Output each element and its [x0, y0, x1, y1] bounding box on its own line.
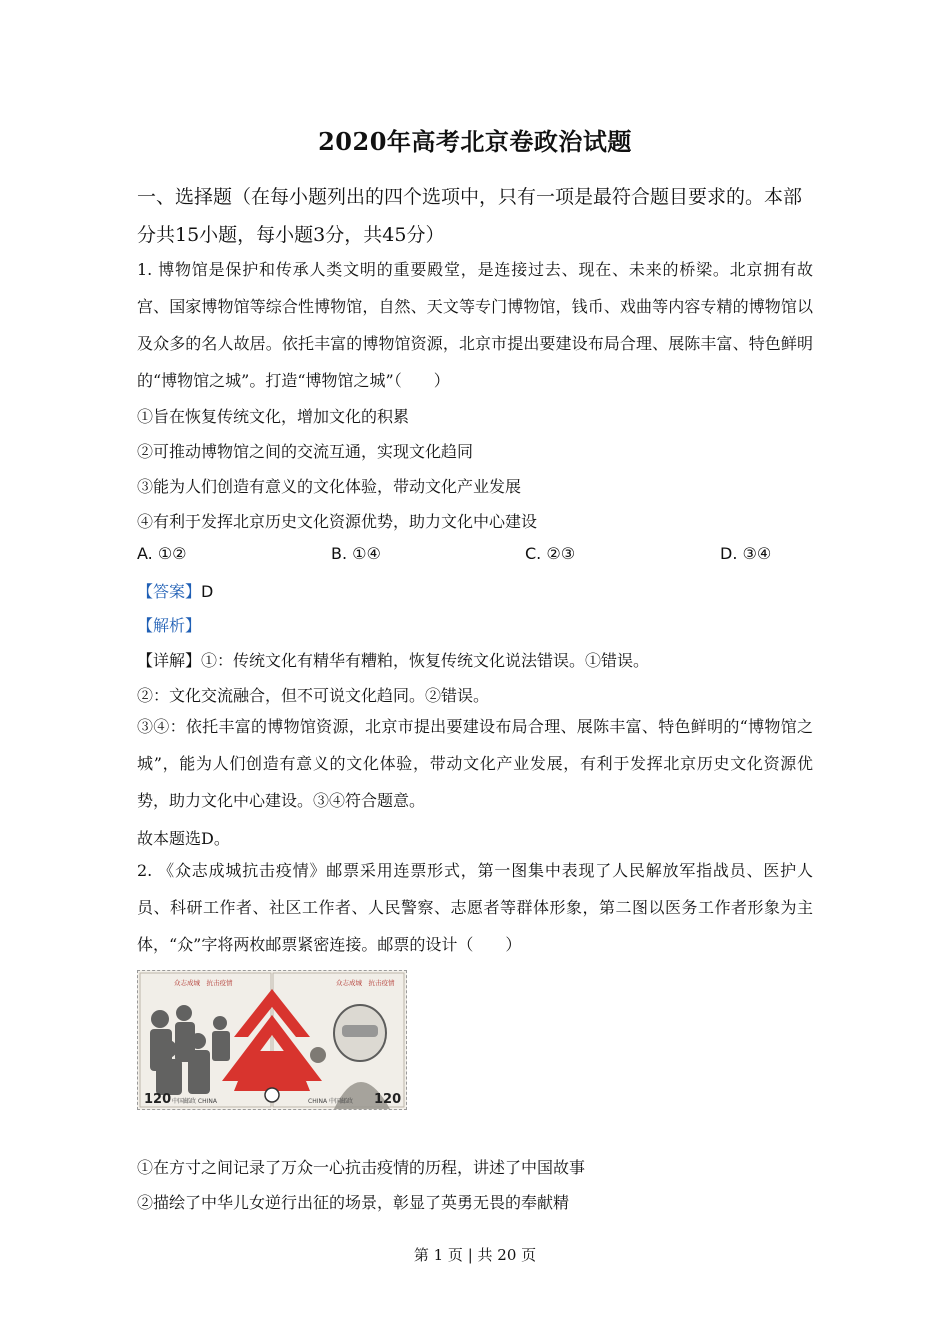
stamp-value-right: 120	[374, 1092, 402, 1107]
question-1-item-3: ③能为人们创造有意义的文化体验，带动文化产业发展	[137, 477, 522, 496]
page-footer: 第 1 页 | 共 20 页	[413, 1246, 537, 1264]
stamp-illustration	[138, 971, 406, 1109]
option-b: B. ①④	[331, 544, 381, 563]
answer-line	[137, 579, 817, 602]
option-d: D. ③④	[720, 544, 772, 563]
question-1-item-4: ④有利于发挥北京历史文化资源优势，助力文化中心建设	[137, 512, 538, 531]
detail-line-1	[137, 648, 817, 671]
question-2-stem: 2. 《众志成城抗击疫情》邮票采用连票形式，第一图集中表现了人民解放军指战员、医护人员、科研工作者、社区工作者、人民警察、志愿者等群体形象，第二图以医务工作者形象为主体，“众”字将两枚邮票紧密连接。邮票的设计（ ）	[137, 861, 813, 954]
conclusion-line: 故本题选D。	[137, 829, 230, 848]
stamp-header-right: 众志成城 抗击疫情	[336, 979, 395, 987]
page-title: 2020年高考北京卷政治试题	[318, 127, 632, 156]
option-a: A. ①②	[137, 544, 187, 563]
analysis-label: 【解析】	[137, 616, 202, 635]
question-2-item-2: ②描绘了中华儿女逆行出征的场景，彰显了英勇无畏的奉献精	[137, 1193, 570, 1212]
detail-label: 【详解】	[137, 651, 202, 670]
stamp-header-left: 众志成城 抗击疫情	[174, 979, 233, 987]
option-c: C. ②③	[525, 544, 576, 563]
question-2-item-1: ①在方寸之间记录了万众一心抗击疫情的历程，讲述了中国故事	[137, 1158, 586, 1177]
stamp-value-left: 120	[144, 1092, 172, 1107]
stamp-image	[137, 970, 407, 1110]
stamp-country-right: CHINA 中国邮政	[308, 1098, 353, 1105]
question-1-item-1: ①旨在恢复传统文化，增加文化的积累	[137, 407, 410, 426]
question-1-stem: 1. 博物馆是保护和传承人类文明的重要殿堂，是连接过去、现在、未来的桥梁。北京拥有故宫、国家博物馆等综合性博物馆，自然、天文等专门博物馆，钱币、戏曲等内容专精的博物馆以及众多的名人故居。依托丰富的博物馆资源，北京市提出要建设布局合理、展陈丰富、特色鲜明的“博物馆之城”。打造“博物馆之城”（ ）	[137, 260, 813, 390]
question-1-item-2: ②可推动博物馆之间的交流互通，实现文化趋同	[137, 442, 474, 461]
detail-text-1: ①：传统文化有精华有糟粕，恢复传统文化说法错误。①错误。	[201, 651, 650, 670]
detail-paragraph-3: ③④：依托丰富的博物馆资源，北京市提出要建设布局合理、展陈丰富、特色鲜明的“博物馆之城”，能为人们创造有意义的文化体验，带动文化产业发展，有利于发挥北京历史文化资源优势，助力文化中心建设。③④符合题意。	[137, 717, 813, 810]
stamp-country-left: 中国邮政 CHINA	[172, 1098, 217, 1105]
section-heading: 一、选择题（在每小题列出的四个选项中，只有一项是最符合题目要求的。本部分共15小题，每小题3分，共45分）	[137, 186, 803, 246]
detail-line-2: ②：文化交流融合，但不可说文化趋同。②错误。	[137, 686, 490, 705]
answer-label: 【答案】	[137, 582, 202, 601]
answer-value: D	[201, 582, 214, 601]
